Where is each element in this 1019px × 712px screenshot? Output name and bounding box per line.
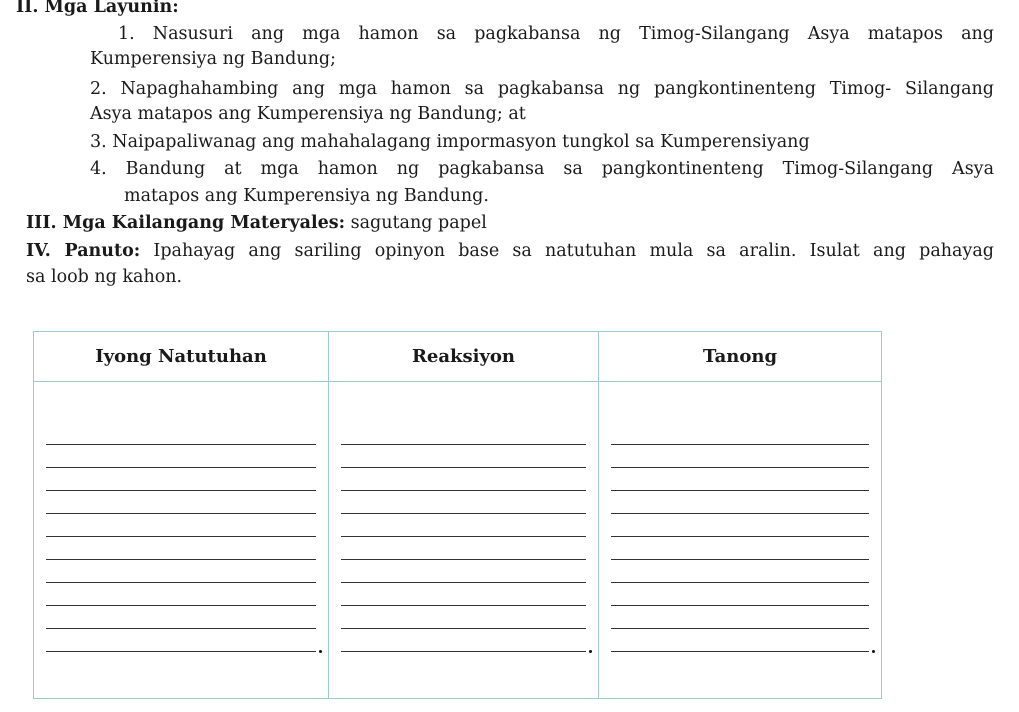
blank-line: [341, 537, 586, 560]
materyales-line: [26, 212, 487, 234]
column-header-reaksiyon: Reaksiyon: [329, 332, 599, 382]
blank-line: [341, 445, 586, 468]
blank-line: [46, 445, 316, 468]
panuto-label: IV. Panuto:: [26, 241, 141, 261]
blank-line: [46, 560, 316, 583]
blank-line: [611, 445, 869, 468]
column-header-natutuhan: Iyong Natutuhan: [34, 332, 329, 382]
objective-3-line-1: 3. Naipapaliwanag ang mahahalagang impormasyon tungkol sa Kumperensiyang: [90, 132, 810, 152]
blank-line: [611, 537, 869, 560]
blank-line: [46, 468, 316, 491]
objective-1-line-2: Kumperensiya ng Bandung;: [90, 49, 337, 69]
blank-line: [341, 606, 586, 629]
blank-line: [611, 583, 869, 606]
objective-2-line-2: Asya matapos ang Kumperensiya ng Bandung; at: [90, 104, 526, 124]
materyales-value: sagutang papel: [345, 213, 487, 233]
answer-cell-tanong[interactable]: [599, 382, 881, 698]
panuto-line-1: [26, 240, 994, 262]
blank-line: [611, 491, 869, 514]
layunin-heading: II. Mga Layunin:: [16, 0, 179, 17]
writing-lines: [46, 422, 316, 652]
answer-cell-natutuhan[interactable]: [34, 382, 329, 698]
blank-line: [341, 629, 586, 652]
blank-line: [46, 606, 316, 629]
panuto-text: Ipahayag ang sariling opinyon base sa natutuhan mula sa aralin. Isulat ang pahayag: [140, 241, 994, 261]
objective-4-line-2: matapos ang Kumperensiya ng Bandung.: [124, 186, 489, 206]
objective-1-line-1: 1. Nasusuri ang mga hamon sa pagkabansa ng Timog-Silangang Asya matapos ang: [118, 24, 994, 44]
column-header-tanong: Tanong: [599, 332, 881, 382]
writing-lines: [611, 422, 869, 652]
writing-lines: [341, 422, 586, 652]
blank-line: [46, 422, 316, 445]
blank-line: [46, 629, 316, 652]
objective-2-line-1: 2. Napaghahambing ang mga hamon sa pagkabansa ng pangkontinenteng Timog- Silangang: [90, 79, 994, 99]
blank-line: [46, 537, 316, 560]
blank-line: [611, 514, 869, 537]
blank-line: [611, 468, 869, 491]
blank-line: [46, 583, 316, 606]
blank-line: [611, 606, 869, 629]
blank-line: [341, 491, 586, 514]
blank-line: [341, 514, 586, 537]
answer-cell-reaksiyon[interactable]: [329, 382, 599, 698]
blank-line: [46, 514, 316, 537]
answer-table: [33, 331, 882, 699]
materyales-label: III. Mga Kailangang Materyales:: [26, 213, 346, 233]
blank-line: [611, 560, 869, 583]
blank-line: [341, 560, 586, 583]
blank-line: [611, 629, 869, 652]
blank-line: [341, 422, 586, 445]
objective-4-line-1: 4. Bandung at mga hamon ng pagkabansa sa pangkontinenteng Timog-Silangang Asya: [90, 159, 994, 179]
blank-line: [611, 422, 869, 445]
blank-line: [341, 583, 586, 606]
panuto-line-2: sa loob ng kahon.: [26, 267, 183, 287]
blank-line: [46, 491, 316, 514]
blank-line: [341, 468, 586, 491]
